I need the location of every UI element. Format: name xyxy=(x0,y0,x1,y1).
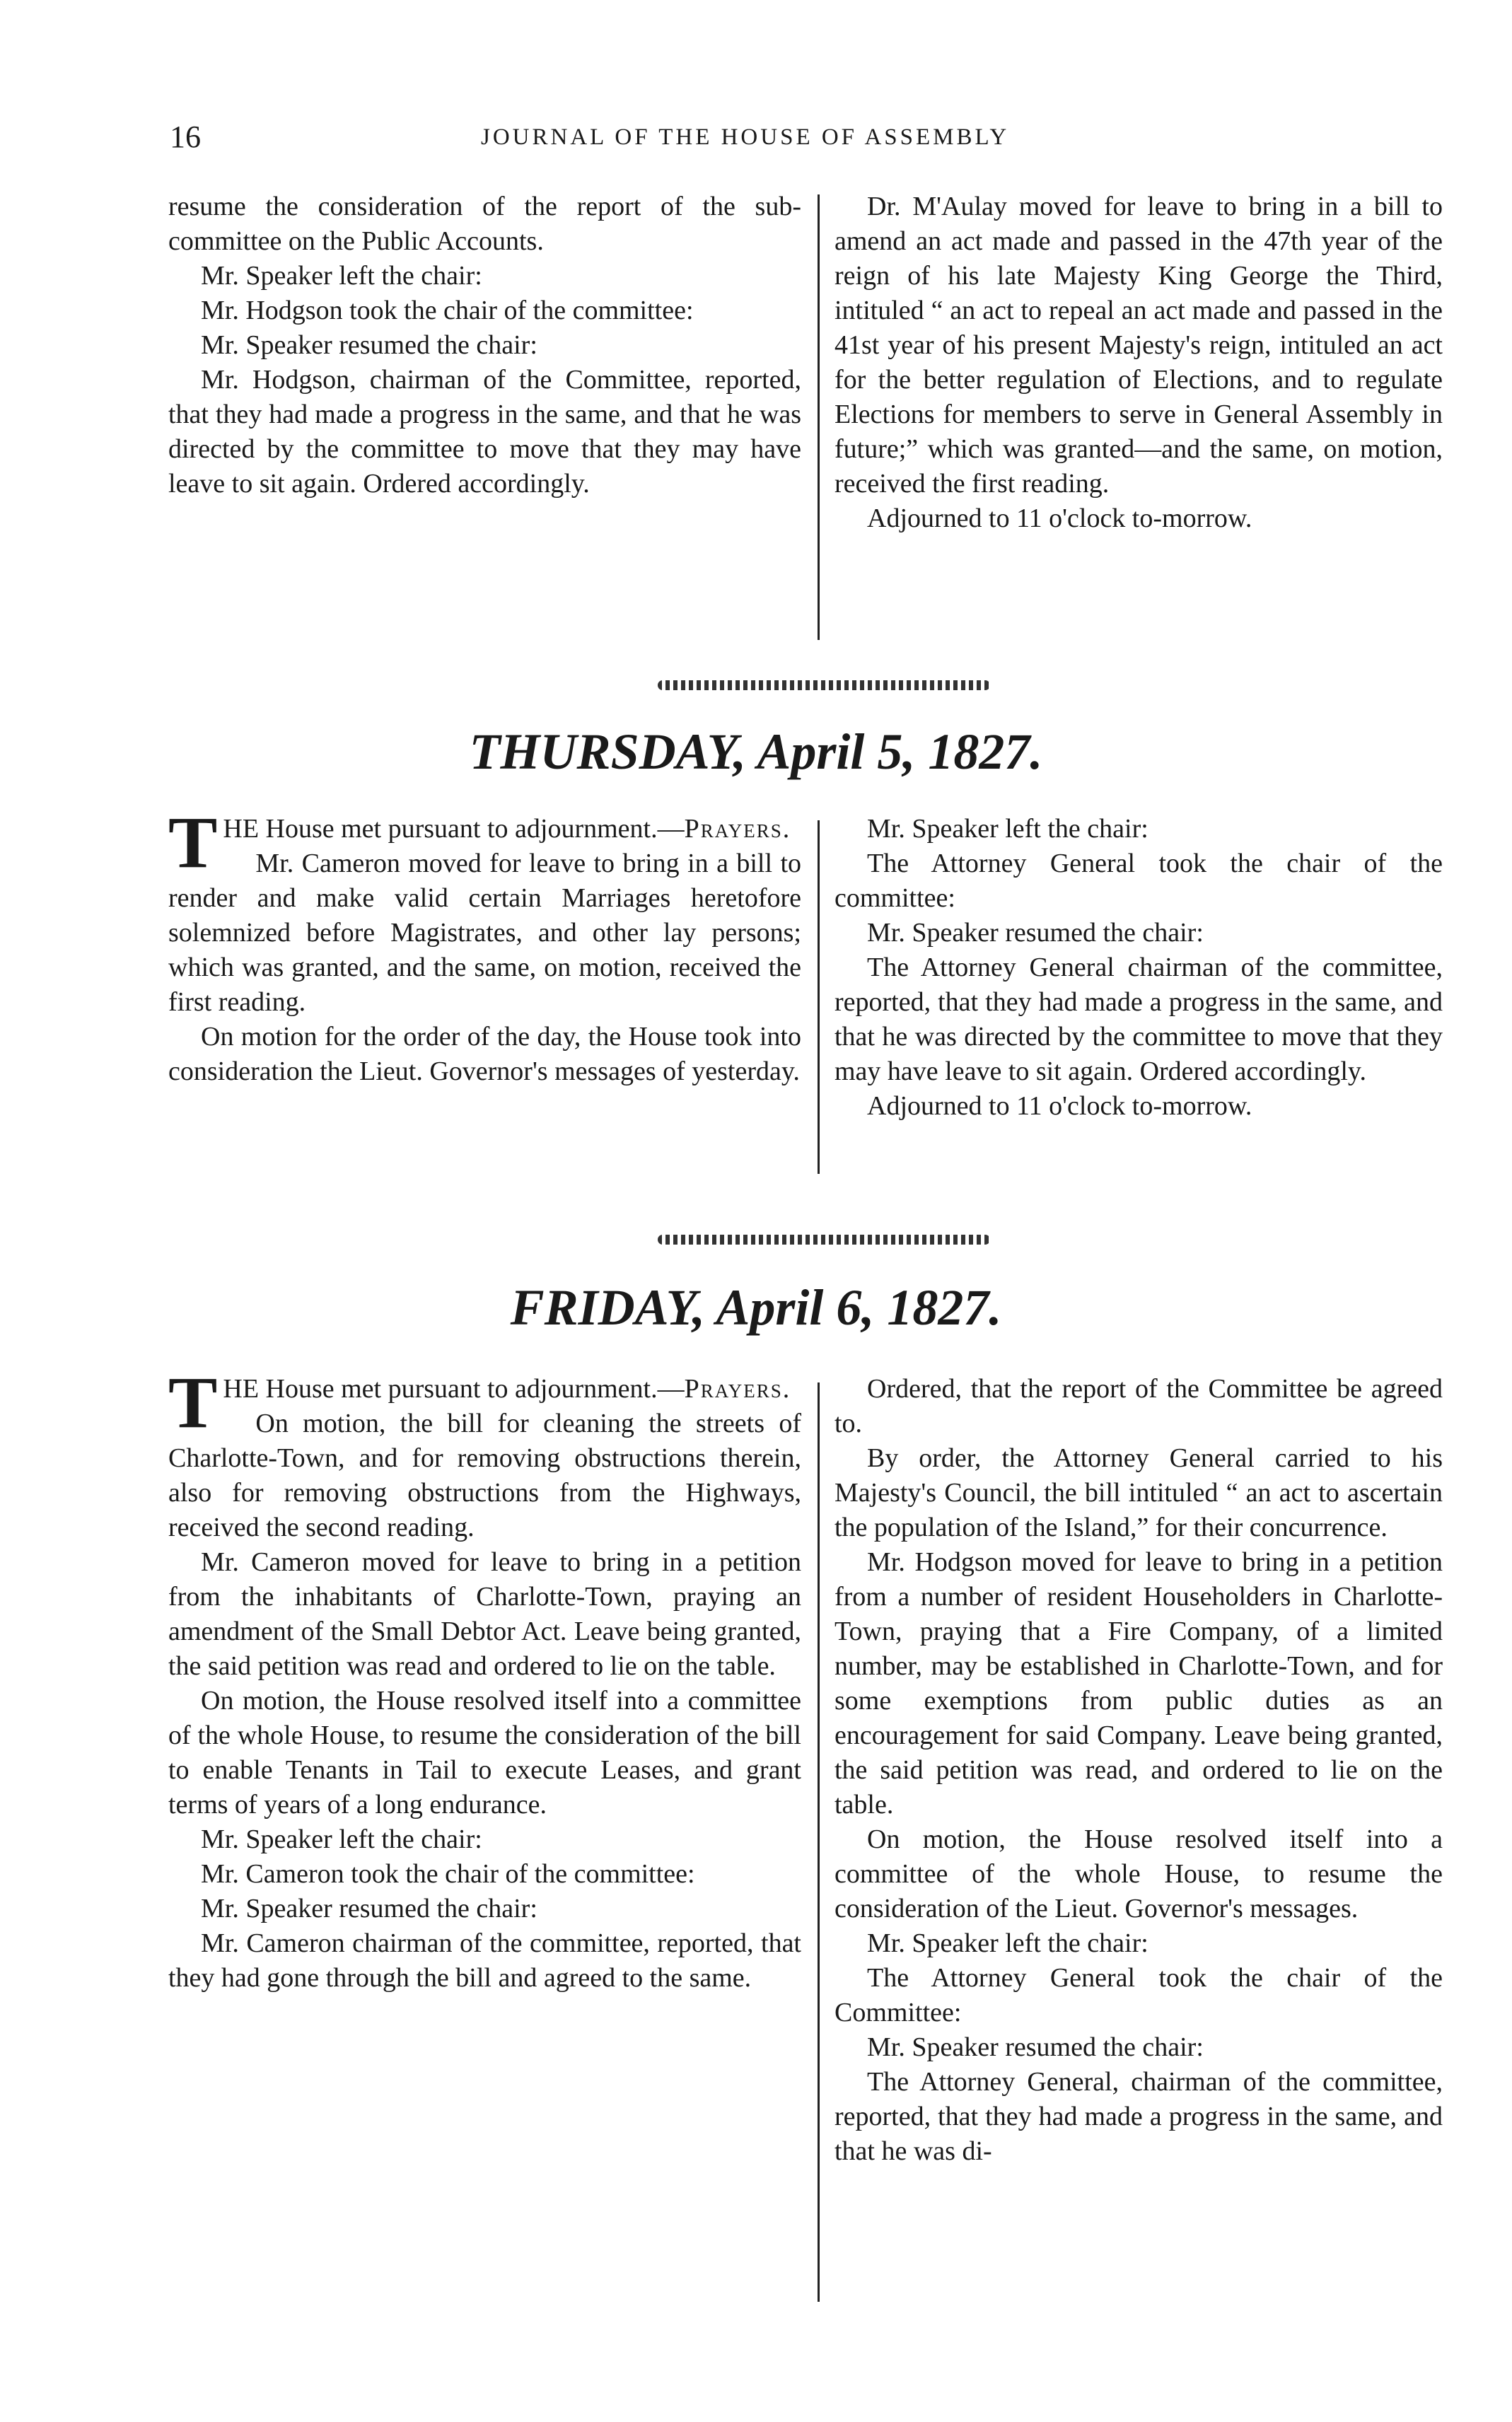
opening-paragraph xyxy=(168,1362,801,1443)
ornamental-divider xyxy=(658,1235,990,1245)
paragraph: The Attorney General, chairman of the committee, reported, that they had made a progress in the same, and that he was di- xyxy=(834,2067,1443,2166)
paragraph: Ordered, that the report of the Committee be agreed to. xyxy=(834,1374,1443,1438)
paragraph: Mr. Speaker left the chair: xyxy=(867,814,1148,844)
column-rule xyxy=(818,194,820,640)
paragraph: Mr. Cameron chairman of the committee, reported, that they had gone through the bill and agreed to the same. xyxy=(168,1928,801,1993)
friday-right-column xyxy=(834,1372,1443,2169)
paragraph: Adjourned to 11 o'clock to-morrow. xyxy=(867,1091,1252,1121)
paragraph: Mr. Hodgson, chairman of the Committee, reported, that they had made a progress in the same, and that he was directed by the committee to move that they may have leave to sit again. Ordered accordingly. xyxy=(168,365,801,499)
prayers-label: Prayers. xyxy=(684,814,791,844)
running-head: JOURNAL OF THE HOUSE OF ASSEMBLY xyxy=(481,124,1010,150)
thursday-left-column xyxy=(168,802,801,1089)
page-header xyxy=(170,119,1443,161)
paragraph: Mr. Speaker resumed the chair: xyxy=(867,2032,1204,2062)
thursday-heading: THURSDAY, April 5, 1827. xyxy=(469,723,1043,780)
paragraph: Mr. Speaker left the chair: xyxy=(867,1928,1148,1958)
column-rule xyxy=(818,1382,820,2302)
opening-text: HE House met pursuant to adjournment.— xyxy=(223,1374,685,1404)
friday-heading: FRIDAY, April 6, 1827. xyxy=(510,1279,1002,1336)
thursday-right-column xyxy=(834,812,1443,1124)
paragraph: On motion, the House resolved itself into a committee of the whole House, to resume the consideration of the bill to enable Tenants in Tail to execute Leases, and grant terms of years of a long endurance. xyxy=(168,1686,801,1820)
paragraph: Mr. Hodgson took the chair of the committee: xyxy=(201,296,694,325)
paragraph: On motion, the House resolved itself into a committee of the whole House, to resume the consideration of the Lieut. Governor's messages. xyxy=(834,1824,1443,1923)
paragraph: Mr. Speaker left the chair: xyxy=(201,261,482,291)
drop-cap: T xyxy=(168,802,218,883)
prayers-label: Prayers. xyxy=(684,1374,791,1404)
paragraph: Adjourned to 11 o'clock to-morrow. xyxy=(867,503,1252,533)
top-right-column xyxy=(834,190,1443,536)
paragraph: By order, the Attorney General carried to his Majesty's Council, the bill intituled “ an act to ascertain the population of the Island,” for their concurrence. xyxy=(834,1443,1443,1542)
column-rule xyxy=(818,820,820,1174)
paragraph: On motion, the bill for cleaning the streets of Charlotte-Town, and for removing obstructions therein, also for removing obstructions from the Highways, received the second reading. xyxy=(168,1409,801,1542)
opening-paragraph xyxy=(168,802,801,883)
ornamental-divider xyxy=(658,680,990,690)
paragraph: Mr. Cameron took the chair of the committee: xyxy=(201,1859,695,1889)
drop-cap: T xyxy=(168,1362,218,1443)
top-left-column xyxy=(168,190,801,501)
paragraph: Dr. M'Aulay moved for leave to bring in a bill to amend an act made and passed in the 47th year of the reign of his late Majesty King George the Third, intituled “ an act to repeal an act made and passed in the 41st year of his present Majesty's reign, intituled an act for the better regulation of Elections, and to regulate Elections for members to serve in General Assembly in future;” which was granted—and the same, on motion, received the first reading. xyxy=(834,192,1443,499)
paragraph: The Attorney General took the chair of the Committee: xyxy=(834,1963,1443,2027)
paragraph: Mr. Cameron moved for leave to bring in a petition from the inhabitants of Charlotte-Town, praying an amendment of the Small Debtor Act. Leave being granted, the said petition was read and ordered to lie on the table. xyxy=(168,1547,801,1681)
page-number: 16 xyxy=(170,120,201,154)
paragraph: Mr. Hodgson moved for leave to bring in a petition from a number of resident Householders in Charlotte-Town, praying that a Fire Company, of a limited number, may be established in Charlotte-Town, and for some exemptions from public duties as an encouragement for said Company. Leave being granted, the said petition was read, and ordered to lie on the table. xyxy=(834,1547,1443,1820)
paragraph: resume the consideration of the report of the sub-committee on the Public Accounts. xyxy=(168,192,801,256)
opening-text: HE House met pursuant to adjournment.— xyxy=(223,814,685,844)
paragraph: Mr. Cameron moved for leave to bring in a bill to render and make valid certain Marriages heretofore solemnized before Magistrates, and other lay persons; which was granted, and the same, on motion, received the first reading. xyxy=(168,849,801,1017)
paragraph: Mr. Speaker resumed the chair: xyxy=(201,330,537,360)
friday-left-column xyxy=(168,1362,801,1996)
paragraph: The Attorney General chairman of the committee, reported, that they had made a progress in the same, and that he was directed by the committee to move that they may have leave to sit again. Ordered accordingly. xyxy=(834,953,1443,1086)
paragraph: Mr. Speaker resumed the chair: xyxy=(201,1894,537,1923)
paragraph: Mr. Speaker resumed the chair: xyxy=(867,918,1204,948)
paragraph: Mr. Speaker left the chair: xyxy=(201,1824,482,1854)
paragraph: The Attorney General took the chair of the committee: xyxy=(834,849,1443,913)
paragraph: On motion for the order of the day, the House took into consideration the Lieut. Governor's messages of yesterday. xyxy=(168,1022,801,1086)
